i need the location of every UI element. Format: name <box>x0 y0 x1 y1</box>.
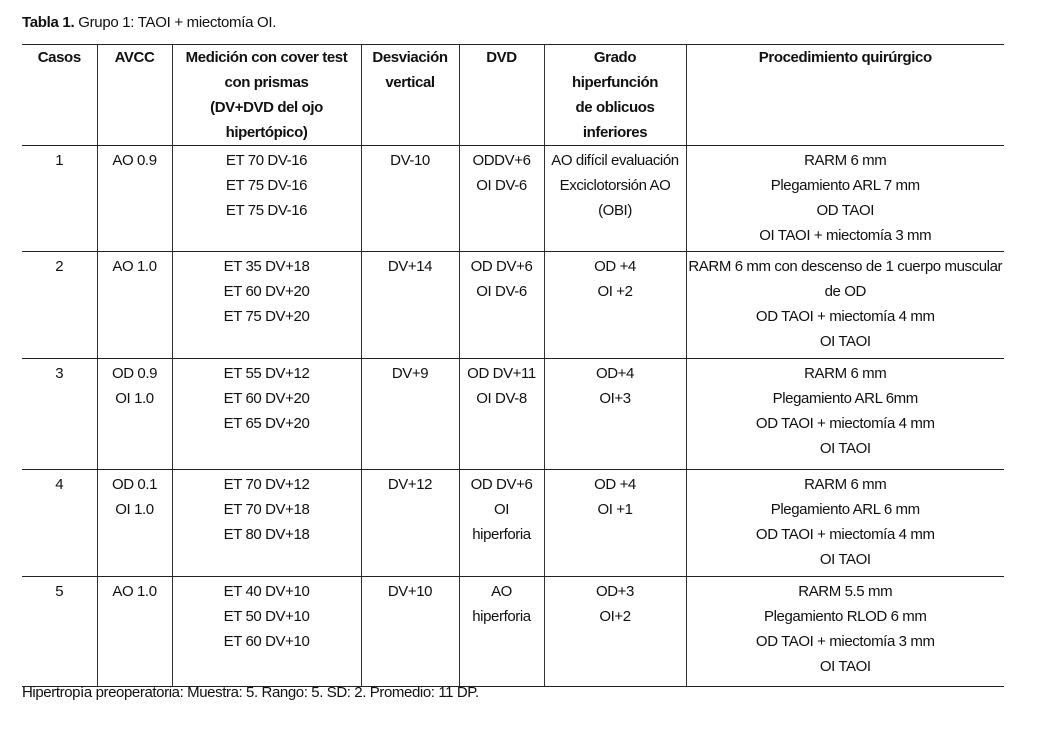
cell-line: DV+14 <box>387 258 433 275</box>
cell-line: hiperforia <box>472 608 531 625</box>
cell-desviacion <box>361 146 459 252</box>
cell-line: ET 65 DV+20 <box>223 415 310 432</box>
cell-line: OD +4 <box>594 258 636 275</box>
cell-casos <box>22 577 97 687</box>
cell-desviacion <box>361 470 459 577</box>
cell-line: OD DV+11 <box>467 365 536 382</box>
cell-medicion <box>172 146 361 252</box>
cell-line: OI TAOI + miectomía 3 mm <box>759 227 932 244</box>
cell-line: AO 0.9 <box>112 152 157 169</box>
cell-line: OI 1.0 <box>115 501 154 518</box>
data-table <box>22 44 1004 687</box>
cell-line: OD TAOI + miectomía 4 mm <box>755 308 935 325</box>
cell-grado <box>544 359 686 470</box>
cell-line: ET 75 DV-16 <box>225 202 308 219</box>
cell-line: 2 <box>55 258 64 275</box>
cell-line: OD 0.1 <box>111 476 158 493</box>
cell-casos <box>22 252 97 359</box>
cell-line: RARM 5.5 mm <box>798 583 893 600</box>
cell-line: OI 1.0 <box>115 390 154 407</box>
cell-procedimiento <box>686 577 1004 687</box>
header-line: Procedimiento quirúrgico <box>758 49 932 66</box>
table-caption-label: Tabla 1. <box>22 14 75 31</box>
cell-line: ET 75 DV+20 <box>223 308 310 325</box>
cell-line: RARM 6 mm <box>804 476 887 493</box>
cell-line: ET 60 DV+10 <box>223 633 310 650</box>
cell-line: OI DV-6 <box>476 177 527 194</box>
cell-line: OD +4 <box>594 476 636 493</box>
cell-line: (OBI) <box>598 202 632 219</box>
cell-line: OD 0.9 <box>111 365 158 382</box>
cell-line: OI TAOI <box>819 440 871 457</box>
header-line: con prismas <box>224 74 309 91</box>
cell-line: OD+4 <box>595 365 634 382</box>
cell-line: ET 60 DV+20 <box>223 283 310 300</box>
cell-medicion <box>172 359 361 470</box>
cell-line: DV+12 <box>387 476 433 493</box>
header-grado <box>544 45 686 146</box>
cell-procedimiento <box>686 359 1004 470</box>
cell-line: DV+9 <box>391 365 429 382</box>
cell-dvd <box>459 252 544 359</box>
table-row <box>22 470 1004 577</box>
cell-avcc <box>97 252 172 359</box>
header-line: (DV+DVD del ojo <box>210 99 323 116</box>
cell-line: ET 55 DV+12 <box>223 365 310 382</box>
cell-line: OD+3 <box>595 583 634 600</box>
cell-line: Plegamiento ARL 7 mm <box>770 177 920 194</box>
cell-avcc <box>97 146 172 252</box>
table-caption-text: Grupo 1: TAOI + miectomía OI. <box>74 14 277 31</box>
cell-grado <box>544 146 686 252</box>
cell-line: OI TAOI <box>819 551 871 568</box>
header-line: Medición con cover test <box>185 49 348 66</box>
cell-line: OI +2 <box>597 283 633 300</box>
cell-procedimiento <box>686 470 1004 577</box>
cell-line: DV-10 <box>390 152 430 169</box>
cell-grado <box>544 577 686 687</box>
cell-line: AO <box>491 583 512 600</box>
cell-casos <box>22 470 97 577</box>
cell-avcc <box>97 470 172 577</box>
cell-line: RARM 6 mm <box>804 365 887 382</box>
cell-line: OD TAOI + miectomía 3 mm <box>755 633 935 650</box>
cell-line: ODDV+6 <box>472 152 531 169</box>
cell-line: OI TAOI <box>819 333 871 350</box>
cell-line: OI DV-8 <box>476 390 527 407</box>
cell-avcc <box>97 577 172 687</box>
cell-line: Plegamiento RLOD 6 mm <box>764 608 927 625</box>
cell-line: RARM 6 mm con descenso de 1 cuerpo muscular <box>688 258 1003 275</box>
cell-line: OD DV+6 <box>470 476 533 493</box>
cell-procedimiento <box>686 252 1004 359</box>
header-line: Desviación <box>372 49 448 66</box>
header-line: Casos <box>37 49 81 66</box>
cell-line: AO difícil evaluación <box>551 152 679 169</box>
table-caption <box>22 14 276 31</box>
header-medicion <box>172 45 361 146</box>
header-dvd <box>459 45 544 146</box>
cell-line: OI+2 <box>599 608 631 625</box>
table-row <box>22 359 1004 470</box>
cell-procedimiento <box>686 146 1004 252</box>
table-row <box>22 252 1004 359</box>
cell-line: OI +1 <box>597 501 633 518</box>
cell-line: OD DV+6 <box>470 258 533 275</box>
table-footnote: Hipertropía preoperatoria: Muestra: 5. Rango: 5. SD: 2. Promedio: 11 DP. <box>22 684 479 701</box>
cell-line: Plegamiento ARL 6mm <box>772 390 918 407</box>
cell-line: ET 70 DV+18 <box>223 501 310 518</box>
cell-line: Plegamiento ARL 6 mm <box>770 501 920 518</box>
cell-line: OD TAOI <box>816 202 874 219</box>
cell-medicion <box>172 577 361 687</box>
cell-casos <box>22 146 97 252</box>
cell-line: OD TAOI + miectomía 4 mm <box>755 415 935 432</box>
cell-line: ET 75 DV-16 <box>225 177 308 194</box>
cell-line: 5 <box>55 583 64 600</box>
cell-dvd <box>459 359 544 470</box>
cell-line: AO 1.0 <box>112 258 157 275</box>
cell-line: ET 80 DV+18 <box>223 526 310 543</box>
cell-medicion <box>172 470 361 577</box>
cell-line: de OD <box>824 283 866 300</box>
header-line: hipertópico) <box>225 124 308 141</box>
header-line: Grado <box>593 49 637 66</box>
cell-line: 1 <box>55 152 64 169</box>
header-casos <box>22 45 97 146</box>
cell-desviacion <box>361 252 459 359</box>
cell-line: 3 <box>55 365 64 382</box>
cell-line: Exciclotorsión AO <box>559 177 671 194</box>
cell-dvd <box>459 577 544 687</box>
cell-line: ET 40 DV+10 <box>223 583 310 600</box>
cell-line: hiperforia <box>472 526 531 543</box>
table-body <box>22 146 1004 687</box>
header-line: inferiores <box>582 124 648 141</box>
cell-line: ET 35 DV+18 <box>223 258 310 275</box>
header-line: de oblicuos <box>575 99 655 116</box>
header-line: DVD <box>486 49 517 66</box>
cell-line: ET 60 DV+20 <box>223 390 310 407</box>
table-row <box>22 577 1004 687</box>
cell-grado <box>544 252 686 359</box>
cell-medicion <box>172 252 361 359</box>
cell-dvd <box>459 470 544 577</box>
header-line: hiperfunción <box>571 74 659 91</box>
header-avcc <box>97 45 172 146</box>
cell-line: ET 70 DV-16 <box>225 152 308 169</box>
cell-avcc <box>97 359 172 470</box>
cell-line: ET 70 DV+12 <box>223 476 310 493</box>
table-header-row <box>22 45 1004 146</box>
cell-line: OD TAOI + miectomía 4 mm <box>755 526 935 543</box>
header-desviacion <box>361 45 459 146</box>
cell-line: DV+10 <box>387 583 433 600</box>
cell-desviacion <box>361 577 459 687</box>
table-row <box>22 146 1004 252</box>
cell-line: OI TAOI <box>819 658 871 675</box>
cell-line: OI <box>493 501 510 518</box>
cell-line: OI+3 <box>599 390 631 407</box>
cell-line: AO 1.0 <box>112 583 157 600</box>
cell-line: 4 <box>55 476 64 493</box>
cell-line: RARM 6 mm <box>804 152 887 169</box>
header-line: AVCC <box>114 49 155 66</box>
cell-line: ET 50 DV+10 <box>223 608 310 625</box>
header-line: vertical <box>385 74 435 91</box>
cell-grado <box>544 470 686 577</box>
cell-casos <box>22 359 97 470</box>
cell-desviacion <box>361 359 459 470</box>
cell-line: OI DV-6 <box>476 283 527 300</box>
header-procedimiento <box>686 45 1004 146</box>
cell-dvd <box>459 146 544 252</box>
